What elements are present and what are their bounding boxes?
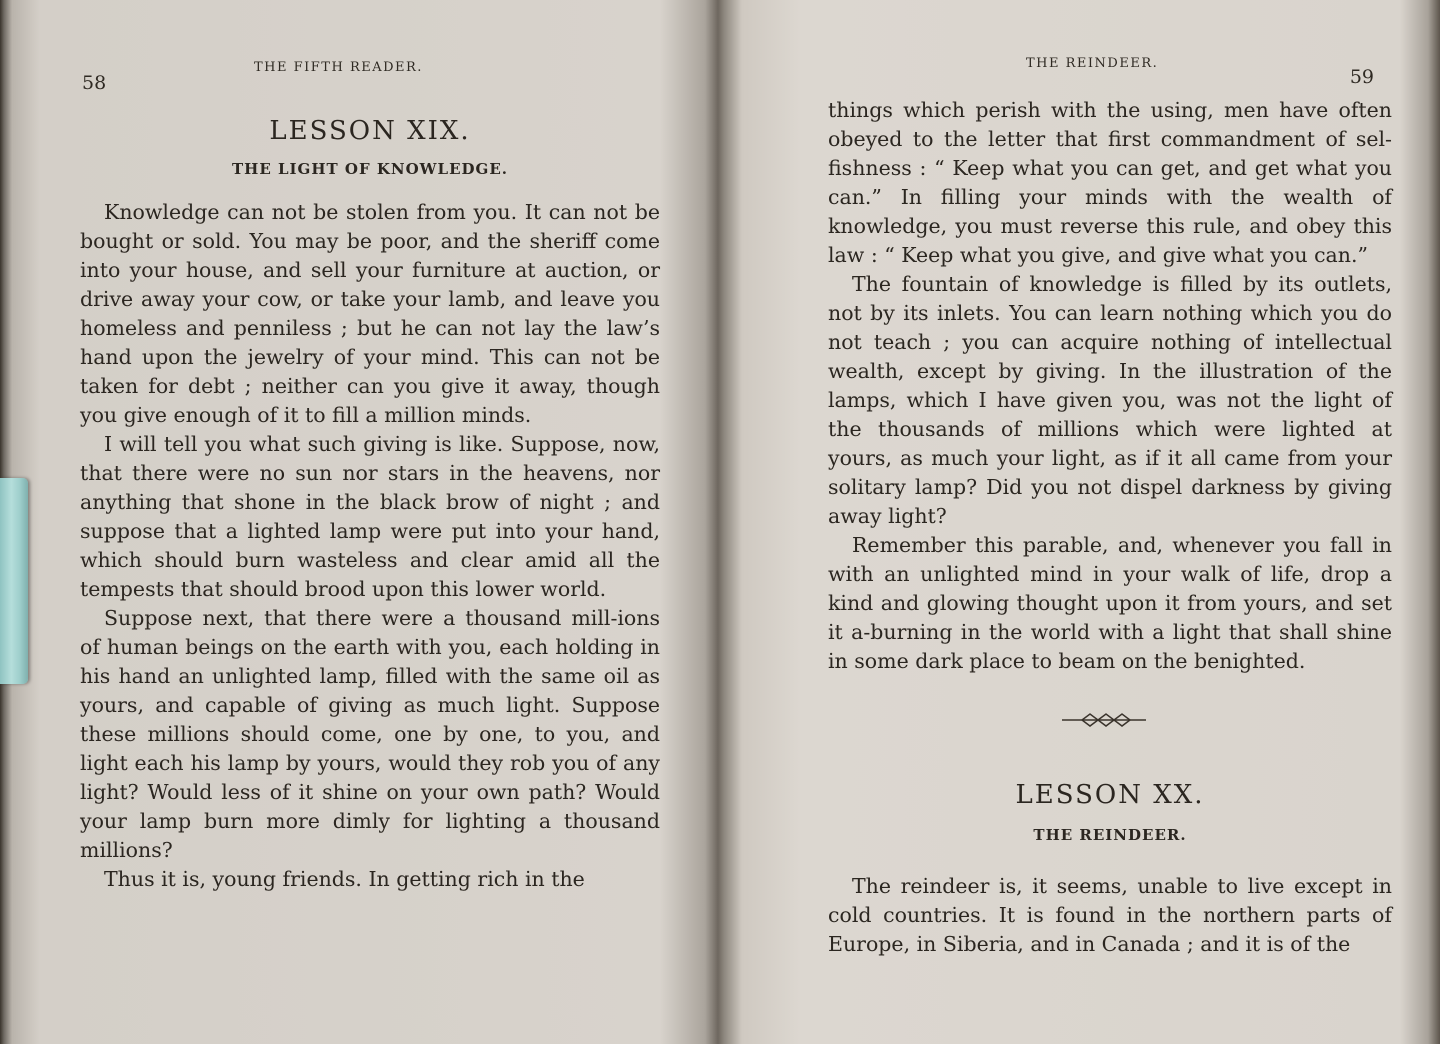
right-body-text	[828, 96, 1392, 676]
lesson-xix-heading	[80, 116, 660, 178]
lesson-subtitle: THE LIGHT OF KNOWLEDGE.	[232, 160, 508, 178]
right-page	[812, 0, 1392, 1044]
left-page	[60, 0, 660, 1044]
lesson-subtitle: THE REINDEER.	[1033, 826, 1187, 844]
paragraph: The fountain of knowledge is filled by its outlets, not by its inlets. You can learn nothing which you do not teach ; you can acquire nothing of intellectual wealth, except by giving. In the illustration of the lamps, which I have given you, was not the light of the thousands of millions which were lighted at yours, as much your light, as if it all came from your solitary lamp? Did you not dispel darkness by giving away light?	[828, 272, 1392, 528]
paragraph: I will tell you what such giving is like. Suppose, now, that there were no sun nor stars in the heavens, nor anything that shone in the black brow of night ; and suppose that a lighted lamp were put into your hand, which should burn wasteless and clear amid all the tempests that should brood upon this lower world.	[80, 432, 660, 601]
running-head-right: THE REINDEER.	[1026, 56, 1159, 71]
left-body-text	[80, 198, 660, 894]
lesson-xx-heading	[828, 780, 1392, 844]
paragraph: Thus it is, young friends. In getting rich in the	[104, 867, 585, 891]
paragraph: The reindeer is, it seems, unable to live except in cold countries. It is found in the northern parts of Europe, in Siberia, and in Canada ; and it is of the	[828, 874, 1392, 956]
right-page-header	[812, 54, 1392, 88]
lesson-title: LESSON XX.	[1015, 780, 1205, 810]
bookmark-ribbon	[0, 478, 28, 684]
lesson-title: LESSON XIX.	[269, 116, 471, 146]
lesson-xx-body-text	[828, 872, 1392, 959]
running-head-left: THE FIFTH READER.	[254, 60, 423, 75]
page-number-left: 58	[82, 72, 107, 94]
page-number-right: 59	[1349, 66, 1374, 88]
ornament-divider-icon	[1062, 710, 1146, 730]
left-page-header	[60, 54, 660, 94]
paragraph: Remember this parable, and, whenever you fall in with an unlighted mind in your walk of life, drop a kind and glowing thought upon it from yours, and set it a-burning in the world with a light that shall shine in some dark place to beam on the benighted.	[828, 533, 1392, 673]
paragraph: Suppose next, that there were a thousand mill-ions of human beings on the earth with you, each holding in his hand an unlighted lamp, filled with the same oil as yours, and capable of giving as much light. Suppose these millions should come, one by one, to you, and light each his lamp by yours, would they rob you of any light? Would less of it shine on your own path? Would your lamp burn more dimly for lighting a thousand millions?	[80, 606, 660, 862]
paragraph: things which perish with the using, men have often obeyed to the letter that first commandment of sel-fishness : “ Keep what you can get, and get what you can.” In filling your minds with the wealth of knowledge, you must reverse this rule, and obey this law : “ Keep what you give, and give what you can.”	[828, 98, 1392, 267]
paragraph: Knowledge can not be stolen from you. It can not be bought or sold. You may be poor, and the sheriff come into your house, and sell your furniture at auction, or drive away your cow, or take your lamb, and leave you homeless and penniless ; but he can not lay the law’s hand upon the jewelry of your mind. This can not be taken for debt ; neither can you give it away, though you give enough of it to fill a million minds.	[80, 200, 660, 427]
